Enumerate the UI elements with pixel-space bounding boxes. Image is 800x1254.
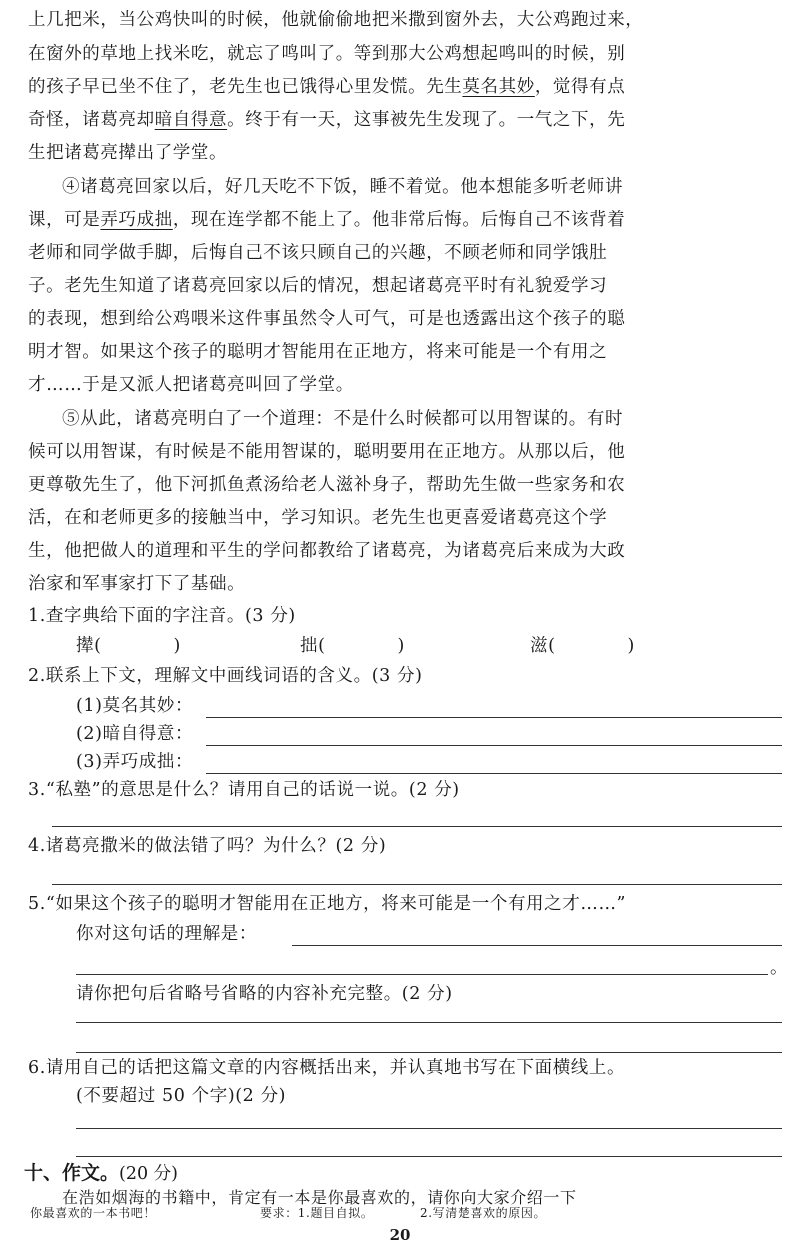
answer-line[interactable] bbox=[76, 974, 768, 975]
answer-line[interactable] bbox=[76, 1156, 782, 1157]
question-4: 4.诸葛亮撒米的做法错了吗？为什么？(2 分) bbox=[28, 836, 387, 856]
question-5-sub-2: 请你把句后省略号省略的内容补充完整。(2 分) bbox=[76, 984, 453, 1004]
pinyin-blank-zhuo[interactable]: 拙( ) bbox=[300, 636, 405, 656]
answer-line[interactable] bbox=[206, 717, 782, 718]
passage-line: 生把诸葛亮撵出了学堂。 bbox=[28, 143, 228, 163]
answer-line[interactable] bbox=[76, 1022, 782, 1023]
question-2-item-1: (1)莫名其妙： bbox=[76, 696, 194, 716]
question-6: 6.请用自己的话把这篇文章的内容概括出来，并认真地书写在下面横线上。 bbox=[28, 1058, 626, 1078]
question-2: 2.联系上下文，理解文中画线词语的含义。(3 分) bbox=[28, 666, 423, 686]
passage-line: 的孩子早已坐不住了，老先生也已饿得心里发慌。先生莫名其妙，觉得有点 bbox=[28, 77, 626, 97]
answer-line[interactable] bbox=[76, 1052, 782, 1053]
pinyin-blank-zi[interactable]: 滋( ) bbox=[530, 636, 635, 656]
question-6-note: (不要超过 50 个字)(2 分) bbox=[76, 1086, 287, 1106]
passage-line: 才……于是又派人把诸葛亮叫回了学堂。 bbox=[28, 375, 354, 395]
passage-line: 候可以用智谋，有时候是不能用智谋的，聪明要用在正地方。从那以后，他 bbox=[28, 442, 626, 462]
passage-line: ⑤从此，诸葛亮明白了一个道理：不是什么时候都可以用智谋的。有时 bbox=[62, 409, 624, 429]
passage-line: 上几把米，当公鸡快叫的时候，他就偷偷地把米撒到窗外去，大公鸡跑过来， bbox=[28, 10, 644, 30]
underlined-term-mo-ming-qi-miao: 莫名其妙 bbox=[462, 77, 535, 97]
passage-line: 奇怪，诸葛亮却暗自得意。终于有一天，这事被先生发现了。一气之下，先 bbox=[28, 110, 626, 130]
passage-line: 子。老先生知道了诸葛亮回家以后的情况，想起诸葛亮平时有礼貌爱学习 bbox=[28, 276, 608, 296]
question-1: 1.查字典给下面的字注音。(3 分) bbox=[28, 606, 296, 626]
composition-heading: 十、作文。(20 分) bbox=[24, 1162, 179, 1184]
passage-line: 老师和同学做手脚，后悔自己不该只顾自己的兴趣，不顾老师和同学饿肚 bbox=[28, 243, 608, 263]
question-5: 5.“如果这个孩子的聪明才智能用在正地方，将来可能是一个有用之才……” bbox=[28, 894, 627, 914]
page-number: 20 bbox=[389, 1226, 411, 1244]
period-mark: 。 bbox=[770, 958, 789, 978]
passage-line: ④诸葛亮回家以后，好几天吃不下饭，睡不着觉。他本想能多听老师讲 bbox=[62, 177, 624, 197]
composition-prompt: 你最喜欢的一本书吧！ bbox=[30, 1206, 157, 1220]
answer-line[interactable] bbox=[292, 945, 782, 946]
question-3: 3.“私塾”的意思是什么？请用自己的话说一说。(2 分) bbox=[28, 780, 460, 800]
answer-line[interactable] bbox=[76, 1128, 782, 1129]
passage-line: 活，在和老师更多的接触当中，学习知识。老先生也更喜爱诸葛亮这个学 bbox=[28, 508, 608, 528]
composition-requirement-1: 要求：1.题目自拟。 bbox=[260, 1206, 374, 1220]
answer-line[interactable] bbox=[52, 884, 782, 885]
passage-line: 明才智。如果这个孩子的聪明才智能用在正地方，将来可能是一个有用之 bbox=[28, 342, 608, 362]
underlined-term-nong-qiao-cheng-zhuo: 弄巧成拙 bbox=[100, 210, 173, 230]
composition-requirement-2: 2.写清楚喜欢的原因。 bbox=[420, 1206, 547, 1220]
passage-line: 更尊敬先生了，他下河抓鱼煮汤给老人滋补身子，帮助先生做一些家务和农 bbox=[28, 475, 626, 495]
pinyin-blank-nian[interactable]: 撵( ) bbox=[76, 636, 181, 656]
passage-line: 治家和军事家打下了基础。 bbox=[28, 574, 246, 594]
passage-line: 课，可是弄巧成拙，现在连学都不能上了。他非常后悔。后悔自己不该背着 bbox=[28, 210, 626, 230]
composition-prompt: 在浩如烟海的书籍中，肯定有一本是你最喜欢的，请你向大家介绍一下 bbox=[62, 1188, 577, 1207]
passage-line: 的表现，想到给公鸡喂米这件事虽然令人可气，可是也透露出这个孩子的聪 bbox=[28, 309, 626, 329]
question-2-item-3: (3)弄巧成拙： bbox=[76, 752, 194, 772]
answer-line[interactable] bbox=[206, 773, 782, 774]
passage-line: 生，他把做人的道理和平生的学问都教给了诸葛亮，为诸葛亮后来成为大政 bbox=[28, 541, 626, 561]
answer-line[interactable] bbox=[206, 745, 782, 746]
answer-line[interactable] bbox=[52, 826, 782, 827]
underlined-term-an-zi-de-yi: 暗自得意 bbox=[154, 110, 228, 130]
passage-line: 在窗外的草地上找米吃，就忘了鸣叫了。等到那大公鸡想起鸣叫的时候，别 bbox=[28, 44, 626, 64]
question-5-sub-1: 你对这句话的理解是： bbox=[76, 924, 257, 944]
question-2-item-2: (2)暗自得意： bbox=[76, 724, 194, 744]
